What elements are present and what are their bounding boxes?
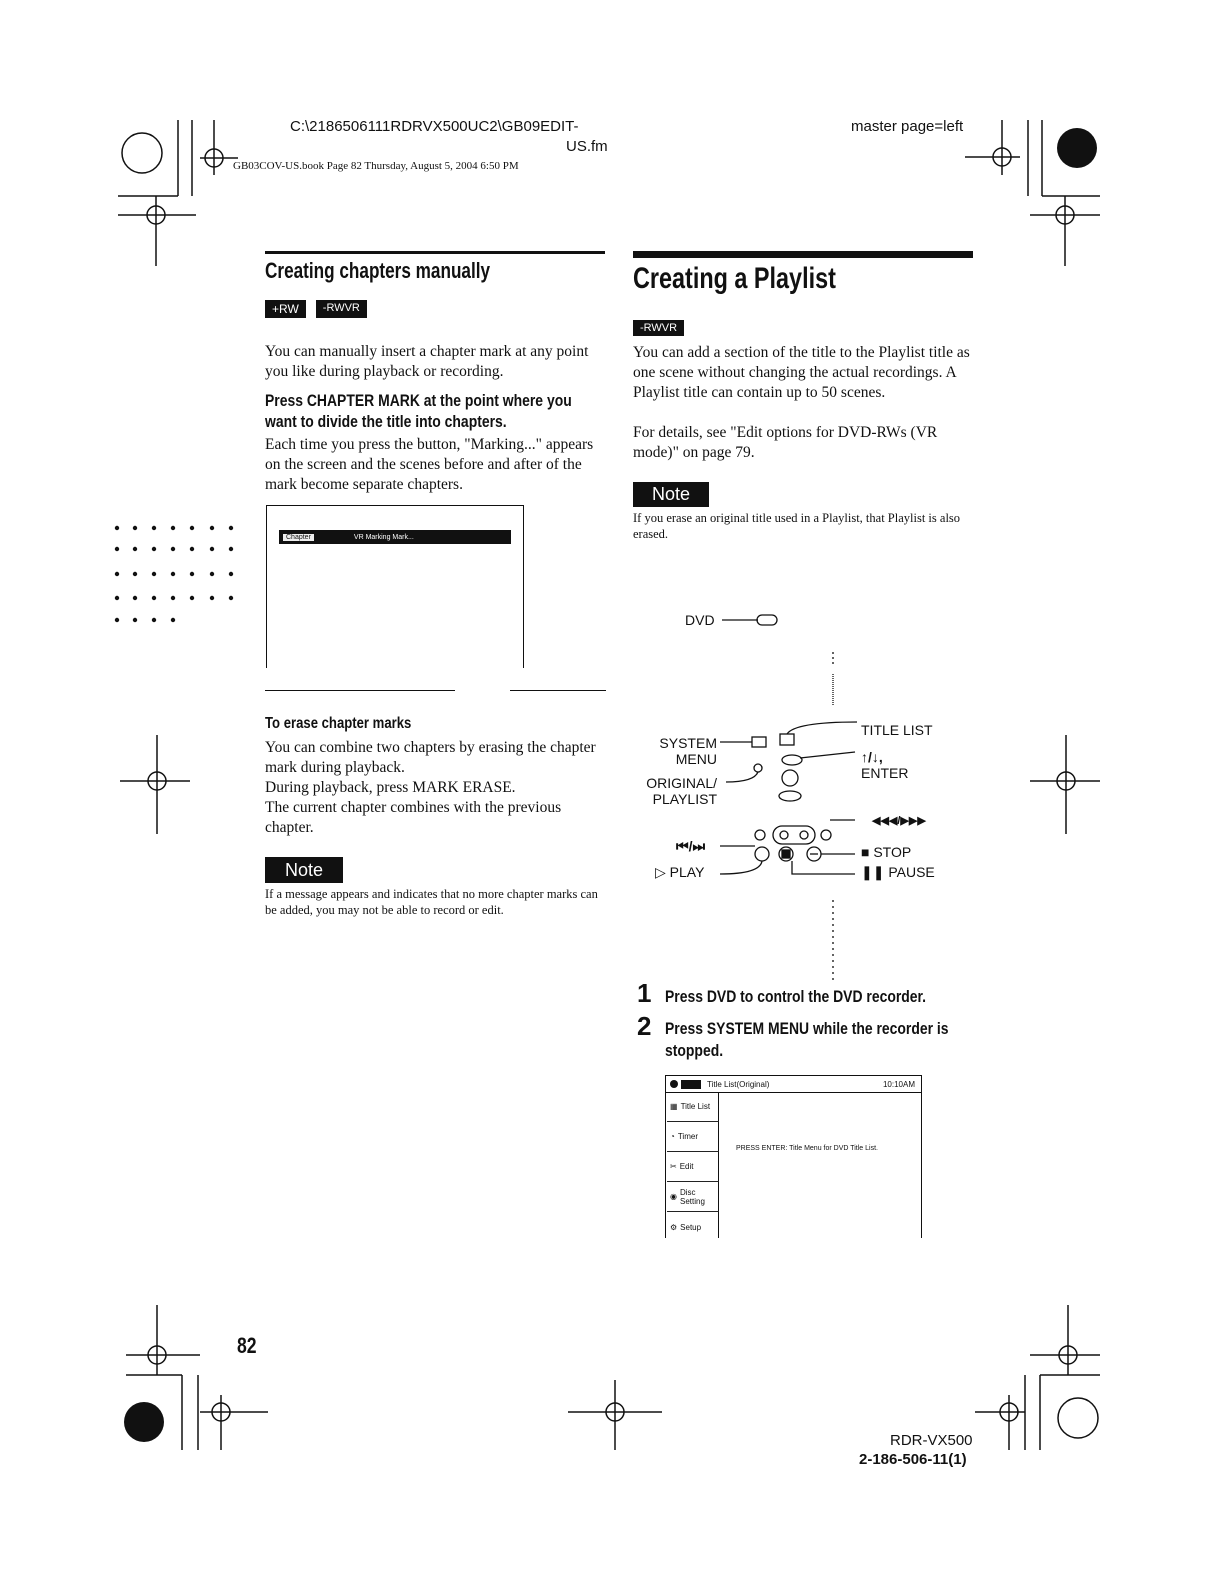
dvd-logo-icon: [681, 1080, 701, 1089]
badge-plus-rw: +RW: [265, 300, 306, 318]
remote-title-list-label: TITLE LIST: [861, 722, 933, 738]
remote-scan-label: ◀◀◀/▶▶▶: [872, 815, 926, 827]
erase-body: [265, 738, 600, 838]
dvd-button-icon: [757, 615, 777, 625]
remote-skip-label: ⏮/⏭: [676, 838, 706, 854]
down-arrow-button-icon: [779, 791, 801, 801]
right-details: For details, see "Edit options for DVD-RWs (VR mode)" on page 79.: [633, 424, 938, 461]
remote-stop-label: ■ STOP: [861, 844, 912, 860]
up-arrow-button-icon: [782, 755, 802, 765]
step-1-text: Press DVD to control the DVD recorder.: [665, 987, 927, 1006]
left-heading: Creating chapters manually: [265, 258, 491, 283]
erase-line-1: You can combine two chapters by erasing the chapter mark during playback.: [265, 739, 596, 776]
left-step-body: Each time you press the button, "Marking..." appears on the screen and the scenes before and after of the mark become separate chapters.: [265, 436, 594, 493]
enter-button-icon: [782, 770, 798, 786]
header-master-page: master page=left: [851, 118, 964, 135]
footer-model: RDR-VX500: [890, 1432, 973, 1449]
edit-icon: ✂: [670, 1162, 677, 1171]
erase-heading: To erase chapter marks: [265, 715, 412, 732]
erase-line-3: The current chapter combines with the previous chapter.: [265, 799, 562, 836]
badge-rwvr: -RWVR: [316, 300, 367, 318]
menu-item-edit[interactable]: ✂ Edit: [667, 1152, 719, 1182]
remote-dvd-label: DVD: [685, 612, 715, 628]
footer-code: 2-186-506-11(1): [859, 1451, 967, 1468]
remote-enter-label: ENTER: [861, 765, 909, 781]
system-menu-button-icon: [752, 737, 766, 747]
left-step-heading: Press CHAPTER MARK at the point where you want to divide the title into chapters.: [265, 391, 572, 431]
header-book-line: GB03COV-US.book Page 82 Thursday, August 5, 2004 6:50 PM: [233, 160, 519, 172]
menu-screen-time: 10:10AM: [882, 1079, 915, 1089]
right-heading: Creating a Playlist: [633, 262, 836, 295]
disc-icon: [670, 1080, 678, 1088]
right-note-text: If you erase an original title used in a Playlist, that Playlist is also erased.: [633, 511, 961, 541]
registration-target-icon: [122, 133, 162, 173]
left-note-text: If a message appears and indicates that no more chapter marks can be added, you may not be able to record or edit.: [265, 887, 598, 917]
header-path-line2: US.fm: [566, 138, 608, 155]
screen-chapter-label: Chapter: [283, 534, 314, 541]
erase-line-2: During playback, press MARK ERASE.: [265, 779, 516, 796]
step-2-number: 2: [637, 1011, 652, 1041]
screen-status-bar: [279, 530, 511, 544]
step-1-number: 1: [637, 978, 652, 1008]
menu-screen-titlebar: [666, 1076, 921, 1093]
menu-screen-message: PRESS ENTER: Title Menu for DVD Title List.: [736, 1145, 878, 1152]
right-intro: You can add a section of the title to the Playlist title as one scene without changing the actual recordings. A Playlist title can contain up to 50 scenes.: [633, 344, 970, 401]
scan-buttons-icon: [773, 826, 815, 844]
timer-icon: ◔: [670, 1132, 675, 1141]
left-heading-rule: [265, 251, 605, 254]
left-note-label: Note: [265, 857, 343, 883]
remote-original-playlist-label: ORIGINAL/ PLAYLIST: [646, 775, 717, 807]
disc-setting-icon: ◉: [670, 1192, 677, 1201]
registration-dot-icon: [1057, 128, 1097, 168]
menu-item-setup[interactable]: ⚙ Setup: [670, 1222, 702, 1232]
menu-item-disc-setting[interactable]: ◉ Disc Setting: [667, 1182, 719, 1212]
setup-icon: ⚙: [670, 1222, 678, 1232]
header-path-line1: C:\2186506111RDRVX500UC2\GB09EDIT-: [290, 118, 579, 135]
system-menu-screen: [665, 1075, 922, 1238]
menu-item-title-list[interactable]: ▦ Title List: [667, 1092, 719, 1122]
left-badges: [265, 300, 367, 318]
page-number: 82: [237, 1333, 257, 1358]
menu-screen-title: Title List(Original): [707, 1079, 770, 1089]
right-note-label: Note: [633, 482, 709, 507]
remote-play-label: ▷ PLAY: [655, 864, 705, 880]
remote-arrows-label: ↑/↓,: [861, 749, 883, 765]
remote-pause-label: ❚❚ PAUSE: [861, 864, 935, 880]
menu-item-timer[interactable]: ◔ Timer: [667, 1122, 719, 1152]
play-button-icon: [755, 847, 769, 861]
remote-control-drawing: [700, 610, 900, 990]
step-2-text: Press SYSTEM MENU while the recorder is stopped.: [665, 1019, 949, 1060]
left-intro: You can manually insert a chapter mark at any point you like during playback or recording.: [265, 343, 589, 380]
remote-system-menu-label: SYSTEM MENU: [659, 735, 717, 767]
screen-marking-text: VR Marking Mark...: [353, 533, 414, 541]
title-list-button-icon: [780, 734, 794, 745]
title-list-icon: ▦: [670, 1102, 678, 1111]
chapter-screen: [266, 505, 524, 668]
right-heading-rule: [633, 251, 973, 258]
right-badge-rwvr: -RWVR: [633, 320, 684, 336]
